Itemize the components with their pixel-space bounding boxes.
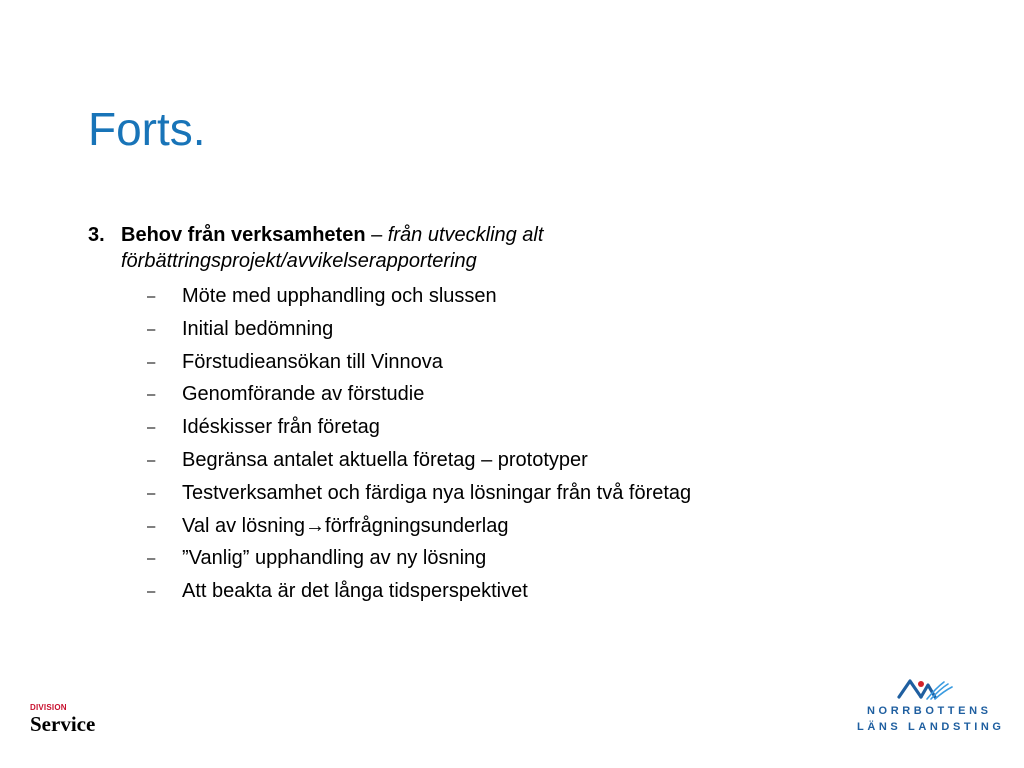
dash-marker: – bbox=[147, 517, 156, 535]
dash-marker: – bbox=[147, 353, 156, 371]
list-item bbox=[147, 414, 691, 447]
list-item bbox=[147, 447, 691, 480]
logo-line-2: LÄNS LANDSTING bbox=[857, 721, 1005, 733]
mark-dot bbox=[918, 681, 924, 687]
list-item-text: Förstudieansökan till Vinnova bbox=[182, 350, 443, 373]
item-text bbox=[121, 222, 788, 274]
landsting-mark-icon bbox=[897, 676, 953, 702]
mark-stroke-middle bbox=[921, 685, 935, 697]
slide-title: Forts. bbox=[88, 103, 206, 155]
mark-stroke-left bbox=[899, 681, 921, 697]
list-item bbox=[147, 283, 691, 316]
dash-marker: – bbox=[147, 288, 156, 305]
list-item bbox=[147, 480, 691, 513]
dash-marker: – bbox=[147, 583, 156, 601]
dash-marker: – bbox=[147, 451, 156, 469]
dash-marker: – bbox=[147, 484, 156, 502]
division-label: DIVISION bbox=[30, 703, 67, 712]
dash-marker: – bbox=[147, 320, 156, 338]
division-name: Service bbox=[30, 712, 96, 736]
dash-marker: – bbox=[147, 386, 156, 404]
list-item-text: ”Vanlig” upphandling av ny lösning bbox=[182, 547, 487, 570]
list-item bbox=[147, 316, 691, 349]
list-item-text: Möte med upphandling och slussen bbox=[182, 285, 497, 307]
dash-marker: – bbox=[147, 419, 156, 437]
item-separator: – bbox=[365, 224, 388, 246]
list-item-text: Genomförande av förstudie bbox=[182, 383, 425, 406]
item-subheading: från utveckling alt förbättringsprojekt/avvikelserapportering bbox=[121, 224, 544, 272]
list-item-text: Idéskisser från företag bbox=[182, 416, 380, 439]
item-heading: Behov från verksamheten bbox=[121, 224, 366, 246]
list-item bbox=[147, 349, 691, 382]
list-item bbox=[147, 578, 691, 611]
norrbottens-lans-landsting-logo bbox=[855, 676, 1005, 736]
dash-marker: – bbox=[147, 550, 156, 568]
list-item-text: Initial bedömning bbox=[182, 317, 334, 340]
list-item-text: Testverksamhet och färdiga nya lösningar från två företag bbox=[182, 481, 692, 504]
sub-bullet-list bbox=[147, 283, 691, 611]
list-item bbox=[147, 513, 691, 546]
list-item-text: Begränsa antalet aktuella företag – prototyper bbox=[182, 448, 588, 471]
list-item bbox=[147, 381, 691, 414]
numbered-item bbox=[88, 222, 788, 274]
division-service-logo bbox=[30, 703, 95, 735]
item-number: 3. bbox=[88, 224, 105, 246]
list-item bbox=[147, 545, 691, 578]
list-item-text: Val av lösning→förfrågningsunderlag bbox=[182, 514, 509, 537]
list-item-text: Att beakta är det långa tidsperspektivet bbox=[182, 580, 528, 603]
logo-line-1: NORRBOTTENS bbox=[867, 705, 992, 717]
